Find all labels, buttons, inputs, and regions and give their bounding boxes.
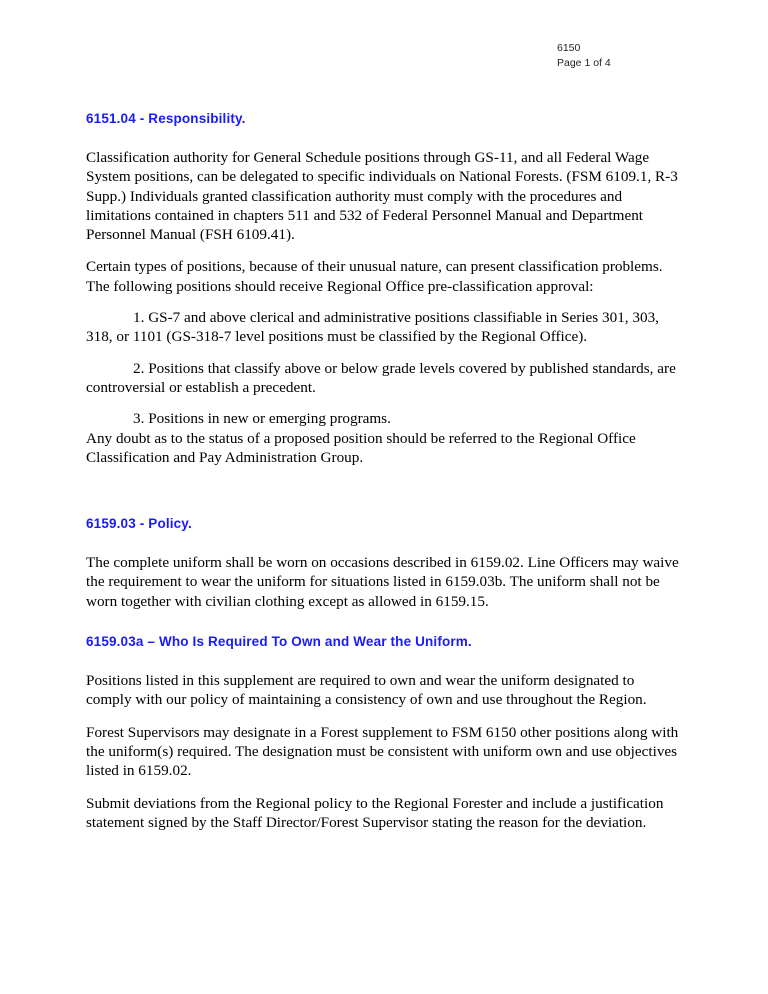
paragraph-classification-authority: Classification authority for General Schedule positions through GS-11, and all Federal Wage System positions, can be delegated to specific individuals on National Forests. (FSM 6109.1, R-3 Supp.) Individuals granted classification authority must comply with the procedures and limitations contained in chapters 511 and 532 of Federal Personnel Manual and Department Personnel Manual (FSH 6109.41). bbox=[86, 149, 678, 244]
header-document-number: 6150 bbox=[557, 42, 581, 54]
spacer bbox=[86, 650, 682, 671]
section-heading-responsibility: 6151.04 - Responsibility. bbox=[86, 111, 246, 126]
paragraph-certain-types: Certain types of positions, because of their unusual nature, can present classification problems. The following positions should receive Regional Office pre-classification approval: bbox=[86, 258, 663, 295]
spacer bbox=[86, 532, 682, 553]
list-item: 3. Positions in new or emerging programs. bbox=[133, 410, 391, 428]
paragraph-positions-listed: Positions listed in this supplement are required to own and wear the uniform designated to comply with our policy of maintaining a consistency of own and use throughout the Region. bbox=[86, 672, 647, 709]
paragraph-forest-supervisors: Forest Supervisors may designate in a Forest supplement to FSM 6150 other positions along with the uniform(s) required. The designation must be consistent with uniform own and use objectives listed in 6159.02. bbox=[86, 723, 679, 780]
spacer bbox=[86, 781, 682, 794]
list-item: 2. Positions that classify above or below grade levels covered by published standards, are controversial or establish a precedent. bbox=[86, 359, 676, 396]
spacer bbox=[86, 710, 682, 723]
spacer bbox=[86, 397, 682, 409]
spacer bbox=[86, 127, 682, 148]
spacer bbox=[86, 244, 682, 257]
spacer bbox=[86, 296, 682, 308]
paragraph-complete-uniform: The complete uniform shall be worn on occasions described in 6159.02. Line Officers may waive the requirement to wear the uniform for situations listed in 6159.03b. The uniform shall not be worn together with civilian clothing except as allowed in 6159.15. bbox=[86, 554, 679, 610]
spacer bbox=[86, 467, 682, 515]
paragraph-submit-deviations: Submit deviations from the Regional policy to the Regional Forester and include a justification statement signed by the Staff Director/Forest Supervisor stating the reason for the deviation. bbox=[86, 794, 664, 831]
spacer bbox=[86, 347, 682, 359]
spacer bbox=[86, 611, 682, 633]
list-item: 1. GS-7 and above clerical and administrative positions classifiable in Series 301, 303, 318, or 1101 (GS-318-7 level positions must be classified by the Regional Office). bbox=[86, 309, 659, 346]
document-body bbox=[86, 110, 682, 832]
page-header bbox=[557, 41, 611, 71]
section-heading-who-is-required: 6159.03a – Who Is Required To Own and Wear the Uniform. bbox=[86, 634, 472, 650]
header-page-label: Page 1 of 4 bbox=[557, 57, 611, 69]
section-heading-policy: 6159.03 - Policy. bbox=[86, 516, 192, 532]
paragraph-any-doubt: Any doubt as to the status of a proposed position should be referred to the Regional Office Classification and Pay Administration Group. bbox=[86, 429, 636, 466]
